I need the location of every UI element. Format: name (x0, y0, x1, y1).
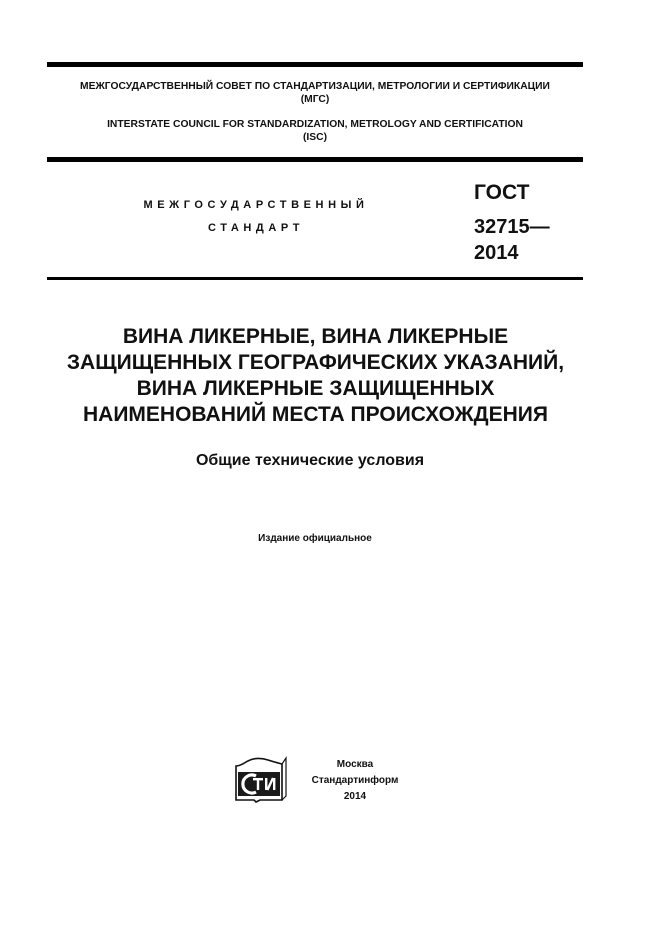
council-name-en-text: INTERSTATE COUNCIL FOR STANDARDIZATION, METROLOGY AND CERTIFICATION (107, 119, 523, 130)
bottom-rule (47, 277, 583, 280)
council-abbr-ru: (МГС) (300, 94, 330, 105)
document-title (30, 324, 601, 428)
publisher-name: Стандартинформ (311, 775, 399, 786)
document-subtitle: Общие технические условия (195, 452, 425, 469)
council-name-ru-text: МЕЖГОСУДАРСТВЕННЫЙ СОВЕТ ПО СТАНДАРТИЗАЦИИ, МЕТРОЛОГИИ И СЕРТИФИКАЦИИ (80, 81, 550, 92)
title-line-2: ЗАЩИЩЕННЫХ ГЕОГРАФИЧЕСКИХ УКАЗАНИЙ, (66, 351, 565, 374)
title-line-3: ВИНА ЛИКЕРНЫЕ ЗАЩИЩЕННЫХ (136, 377, 495, 400)
gost-designation-year: 2014 (474, 242, 519, 264)
standartinform-logo-icon (234, 756, 288, 804)
publisher-year: 2014 (343, 791, 367, 802)
standard-kind-line1: МЕЖГОСУДАРСТВЕННЫЙ (143, 199, 369, 211)
gost-designation-word: ГОСТ (474, 181, 530, 204)
edition-note: Издание официальное (258, 533, 372, 544)
council-abbr-en: (ISC) (302, 132, 328, 143)
gost-designation-number: 32715— (474, 216, 550, 238)
council-name-ru (47, 80, 583, 106)
top-rule (47, 62, 583, 67)
council-name-en (47, 118, 583, 144)
publisher-city: Москва (336, 759, 374, 770)
standard-kind-line2: СТАНДАРТ (207, 222, 305, 234)
title-line-4: НАИМЕНОВАНИЙ МЕСТА ПРОИСХОЖДЕНИЯ (83, 403, 548, 426)
middle-rule (47, 157, 583, 162)
title-line-1: ВИНА ЛИКЕРНЫЕ, ВИНА ЛИКЕРНЫЕ (122, 325, 509, 348)
publisher-block (300, 757, 410, 805)
